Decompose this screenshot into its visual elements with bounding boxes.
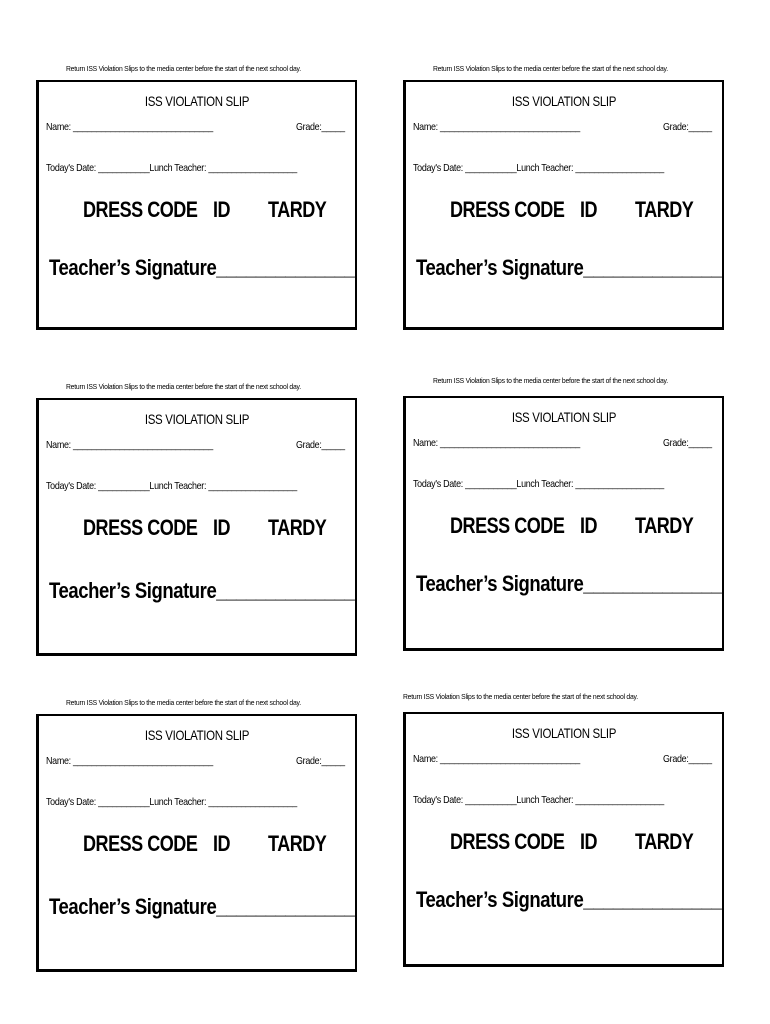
return-note: Return ISS Violation Slips to the media center before the start of the next school day. <box>403 692 638 701</box>
date-lunch-teacher-field: Today's Date: ___________Lunch Teacher: ___________________ <box>46 480 297 492</box>
slip-title: ISS VIOLATION SLIP <box>511 409 617 425</box>
violation-types <box>406 513 722 543</box>
type-id: ID <box>213 831 231 856</box>
grade-field: Grade:_____ <box>663 753 712 765</box>
grade-field: Grade:_____ <box>663 121 712 133</box>
slip-box <box>403 396 724 651</box>
type-id: ID <box>580 829 598 854</box>
slip-box <box>403 80 724 330</box>
slip-box <box>36 398 357 656</box>
name-field: Name: ______________________________ <box>413 753 580 765</box>
date-lunch-teacher-field: Today's Date: ___________Lunch Teacher: ___________________ <box>413 162 664 174</box>
slip-title: ISS VIOLATION SLIP <box>144 93 250 109</box>
grade-field: Grade:_____ <box>296 439 345 451</box>
type-tardy: TARDY <box>635 829 694 854</box>
violation-types <box>39 831 355 861</box>
slip-title: ISS VIOLATION SLIP <box>511 93 617 109</box>
type-id: ID <box>213 197 231 222</box>
return-note: Return ISS Violation Slips to the media center before the start of the next school day. <box>66 64 301 73</box>
teacher-signature-line: Teacher’s Signature______________ <box>416 887 722 912</box>
date-lunch-teacher-field: Today's Date: ___________Lunch Teacher: ___________________ <box>46 162 297 174</box>
name-field: Name: ______________________________ <box>413 121 580 133</box>
slip-title: ISS VIOLATION SLIP <box>144 411 250 427</box>
type-tardy: TARDY <box>268 197 327 222</box>
type-dress-code: DRESS CODE <box>450 829 565 854</box>
teacher-signature-line: Teacher’s Signature______________ <box>49 894 355 919</box>
name-field: Name: ______________________________ <box>46 121 213 133</box>
violation-types <box>406 829 722 859</box>
slip-title: ISS VIOLATION SLIP <box>144 727 250 743</box>
slip-box <box>403 712 724 967</box>
teacher-signature-line: Teacher’s Signature______________ <box>416 255 722 280</box>
type-dress-code: DRESS CODE <box>83 515 198 540</box>
type-id: ID <box>580 513 598 538</box>
slip-box <box>36 80 357 330</box>
grade-field: Grade:_____ <box>663 437 712 449</box>
date-lunch-teacher-field: Today's Date: ___________Lunch Teacher: ___________________ <box>413 794 664 806</box>
teacher-signature-line: Teacher’s Signature______________ <box>416 571 722 596</box>
slip-title: ISS VIOLATION SLIP <box>511 725 617 741</box>
type-id: ID <box>580 197 598 222</box>
teacher-signature-line: Teacher’s Signature______________ <box>49 255 355 280</box>
slip-box <box>36 714 357 972</box>
return-note: Return ISS Violation Slips to the media center before the start of the next school day. <box>433 64 668 73</box>
date-lunch-teacher-field: Today's Date: ___________Lunch Teacher: ___________________ <box>46 796 297 808</box>
name-field: Name: ______________________________ <box>46 755 213 767</box>
type-tardy: TARDY <box>268 831 327 856</box>
type-dress-code: DRESS CODE <box>450 197 565 222</box>
type-dress-code: DRESS CODE <box>450 513 565 538</box>
type-dress-code: DRESS CODE <box>83 197 198 222</box>
violation-types <box>39 197 355 227</box>
date-lunch-teacher-field: Today's Date: ___________Lunch Teacher: ___________________ <box>413 478 664 490</box>
type-tardy: TARDY <box>635 197 694 222</box>
return-note: Return ISS Violation Slips to the media center before the start of the next school day. <box>433 376 668 385</box>
name-field: Name: ______________________________ <box>413 437 580 449</box>
teacher-signature-line: Teacher’s Signature______________ <box>49 578 355 603</box>
violation-types <box>39 515 355 545</box>
name-field: Name: ______________________________ <box>46 439 213 451</box>
grade-field: Grade:_____ <box>296 121 345 133</box>
return-note: Return ISS Violation Slips to the media center before the start of the next school day. <box>66 698 301 707</box>
violation-types <box>406 197 722 227</box>
type-dress-code: DRESS CODE <box>83 831 198 856</box>
return-note: Return ISS Violation Slips to the media center before the start of the next school day. <box>66 382 301 391</box>
type-tardy: TARDY <box>635 513 694 538</box>
type-tardy: TARDY <box>268 515 327 540</box>
grade-field: Grade:_____ <box>296 755 345 767</box>
type-id: ID <box>213 515 231 540</box>
